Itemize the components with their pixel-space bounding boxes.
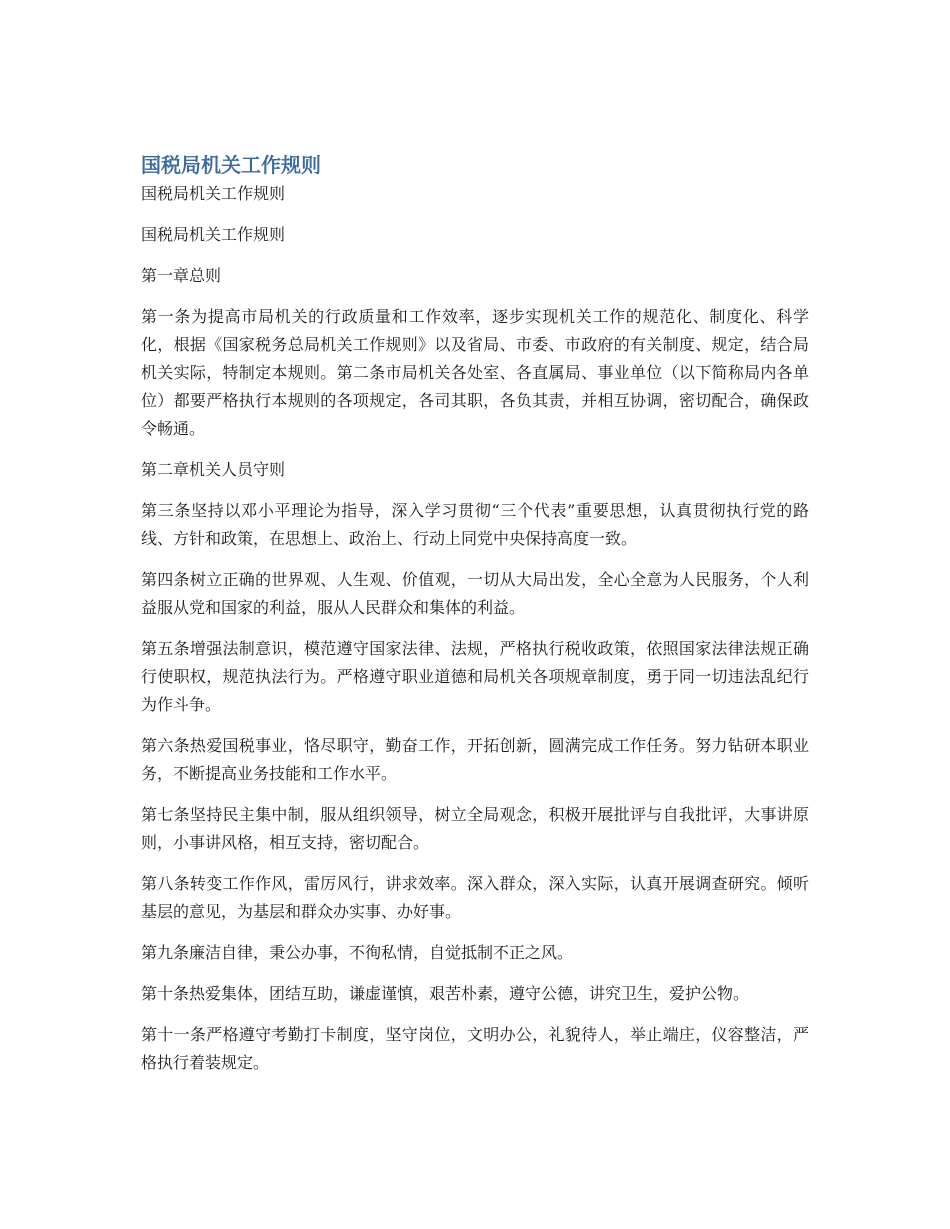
chapter-heading: 第一章总则	[141, 266, 222, 285]
paragraph: 第十条热爱集体，团结互助，谦虚谨慎，艰苦朴素，遵守公德，讲究卫生，爱护公物。	[141, 984, 750, 1003]
chapter-heading: 第二章机关人员守则	[141, 460, 286, 479]
paragraph: 第一条为提高市局机关的行政质量和工作效率，逐步实现机关工作的规范化、制度化、科学化，根据《国家税务总局机关工作规则》以及省局、市委、市政府的有关制度、规定，结合局机关实际，特制定本规则。第二条市局机关各处室、各直属局、事业单位（以下简称局内各单位）都要严格执行本规则的各项规定，各司其职，各负其责，并相互协调，密切配合，确保政令畅通。	[141, 307, 809, 438]
paragraph: 第五条增强法制意识，模范遵守国家法律、法规，严格执行税收政策，依照国家法律法规正确行使职权，规范执法行为。严格遵守职业道德和局机关各项规章制度，勇于同一切违法乱纪行为作斗争。	[141, 639, 809, 714]
document-page	[141, 152, 809, 1090]
paragraph: 第七条坚持民主集中制，服从组织领导，树立全局观念，积极开展批评与自我批评，大事讲原则，小事讲风格，相互支持，密切配合。	[141, 805, 809, 852]
document-title: 国税局机关工作规则	[141, 153, 321, 177]
paragraph: 第十一条严格遵守考勤打卡制度，坚守岗位，文明办公，礼貌待人，举止端庄，仪容整洁，严格执行着装规定。	[141, 1025, 809, 1072]
paragraph: 第八条转变工作作风，雷厉风行，讲求效率。深入群众，深入实际，认真开展调查研究。倾听基层的意见，为基层和群众办实事、办好事。	[141, 874, 809, 921]
paragraph: 第六条热爱国税事业，恪尽职守，勤奋工作，开拓创新，圆满完成工作任务。努力钻研本职业务，不断提高业务技能和工作水平。	[141, 736, 809, 783]
paragraph: 第九条廉洁自律，秉公办事，不徇私情，自觉抵制不正之风。	[141, 943, 574, 962]
paragraph: 国税局机关工作规则	[141, 225, 286, 244]
paragraph: 第三条坚持以邓小平理论为指导，深入学习贯彻“三个代表”重要思想，认真贯彻执行党的路线、方针和政策，在思想上、政治上、行动上同党中央保持高度一致。	[141, 501, 809, 548]
paragraph: 第四条树立正确的世界观、人生观、价值观，一切从大局出发，全心全意为人民服务，个人利益服从党和国家的利益，服从人民群众和集体的利益。	[141, 570, 809, 617]
paragraph: 国税局机关工作规则	[141, 184, 286, 203]
